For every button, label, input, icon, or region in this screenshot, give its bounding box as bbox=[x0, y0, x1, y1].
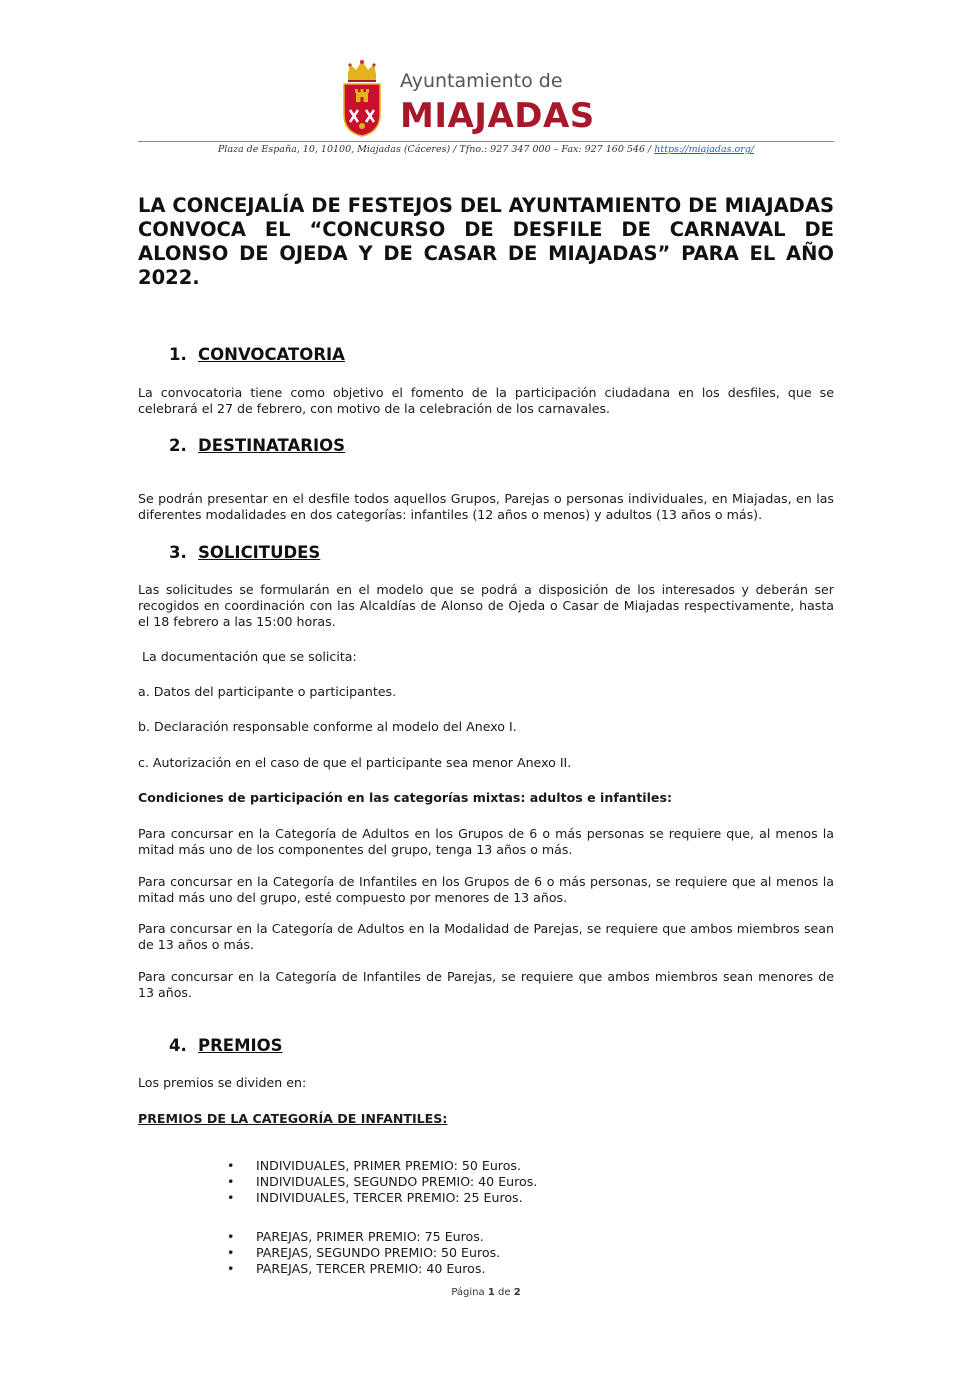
condition-paragraph-4: Para concursar en la Categoría de Infantiles de Parejas, se requiere que ambos miembros sean menores de 13 años. bbox=[138, 969, 834, 1000]
document-title: LA CONCEJALÍA DE FESTEJOS DEL AYUNTAMIENTO DE MIAJADAS CONVOCA EL “CONCURSO DE DESFILE DE CARNAVAL DE ALONSO DE OJEDA Y DE CASAR DE MIAJADAS” PARA EL AÑO 2022. bbox=[138, 194, 834, 289]
section-heading-destinatarios bbox=[169, 436, 345, 455]
list-item: • PAREJAS, SEGUNDO PREMIO: 50 Euros. bbox=[227, 1245, 787, 1261]
section-number: 4. bbox=[169, 1036, 187, 1055]
org-name-small: Ayuntamiento de bbox=[400, 70, 563, 92]
section-title: DESTINATARIOS bbox=[198, 436, 346, 455]
section-number: 2. bbox=[169, 436, 187, 455]
list-item: • PAREJAS, TERCER PREMIO: 40 Euros. bbox=[227, 1261, 787, 1277]
website-link[interactable]: https://miajadas.org/ bbox=[654, 144, 755, 155]
premios-infantiles-heading: PREMIOS DE LA CATEGORÍA DE INFANTILES: bbox=[138, 1111, 448, 1126]
convocatoria-paragraph: La convocatoria tiene como objetivo el fomento de la participación ciudadana en los desfiles, que se celebrará el 27 de febrero, con motivo de la celebración de los carnavales. bbox=[138, 385, 834, 416]
list-item: • INDIVIDUALES, SEGUNDO PREMIO: 40 Euros. bbox=[227, 1174, 787, 1190]
condition-paragraph-3: Para concursar en la Categoría de Adultos en la Modalidad de Parejas, se requiere que ambos miembros sean de 13 años o más. bbox=[138, 921, 834, 952]
section-heading-convocatoria bbox=[169, 345, 345, 364]
section-title: SOLICITUDES bbox=[198, 543, 321, 562]
documentation-intro: La documentación que se solicita: bbox=[138, 649, 357, 664]
header-logo bbox=[340, 58, 600, 138]
solicitudes-paragraph: Las solicitudes se formularán en el modelo que se podrá a disposición de los interesados y deberán ser recogidos en coordinación con las Alcaldías de Alonso de Ojeda o Casar de Miajadas respectivamente, hasta el 18 febrero a las 15:00 horas. bbox=[138, 582, 834, 629]
page-footer bbox=[138, 1287, 834, 1298]
of-label: de bbox=[498, 1287, 511, 1298]
section-title: PREMIOS bbox=[198, 1036, 283, 1055]
list-item: • INDIVIDUALES, PRIMER PREMIO: 50 Euros. bbox=[227, 1158, 787, 1174]
coat-of-arms-icon bbox=[340, 58, 384, 138]
condition-paragraph-1: Para concursar en la Categoría de Adultos en los Grupos de 6 o más personas se requiere que, al menos la mitad más uno de los componentes del grupo, tenga 13 años o más. bbox=[138, 826, 834, 857]
org-name-large: MIAJADAS bbox=[400, 96, 595, 136]
list-item: • INDIVIDUALES, TERCER PREMIO: 25 Euros. bbox=[227, 1190, 787, 1206]
conditions-heading: Condiciones de participación en las categorías mixtas: adultos e infantiles: bbox=[138, 790, 673, 805]
doc-item-b: b. Declaración responsable conforme al modelo del Anexo I. bbox=[138, 719, 517, 734]
section-number: 1. bbox=[169, 345, 187, 364]
page-label: Página bbox=[451, 1287, 485, 1298]
condition-paragraph-2: Para concursar en la Categoría de Infantiles en los Grupos de 6 o más personas, se requiere que al menos la mitad más uno del grupo, esté compuesto por menores de 13 años. bbox=[138, 874, 834, 905]
header-address bbox=[138, 144, 834, 155]
prize-list-individuales bbox=[227, 1158, 787, 1206]
list-item: • PAREJAS, PRIMER PREMIO: 75 Euros. bbox=[227, 1229, 787, 1245]
section-number: 3. bbox=[169, 543, 187, 562]
section-title: CONVOCATORIA bbox=[198, 345, 345, 364]
prize-list-parejas bbox=[227, 1229, 787, 1277]
page-number: 1 bbox=[487, 1287, 495, 1298]
page-total: 2 bbox=[513, 1287, 521, 1298]
address-text: Plaza de España, 10, 10100, Miajadas (Cáceres) / Tfno.: 927 347 000 – Fax: 927 160 546 / bbox=[217, 144, 655, 155]
doc-item-a: a. Datos del participante o participantes. bbox=[138, 684, 397, 699]
doc-item-c: c. Autorización en el caso de que el participante sea menor Anexo II. bbox=[138, 755, 572, 770]
destinatarios-paragraph: Se podrán presentar en el desfile todos aquellos Grupos, Parejas o personas individuales, en Miajadas, en las diferentes modalidades en dos categorías: infantiles (12 años o menos) y adultos (13 años o más). bbox=[138, 491, 834, 522]
section-heading-premios bbox=[169, 1036, 283, 1055]
header-divider bbox=[138, 141, 834, 142]
section-heading-solicitudes bbox=[169, 543, 320, 562]
premios-intro: Los premios se dividen en: bbox=[138, 1075, 307, 1090]
